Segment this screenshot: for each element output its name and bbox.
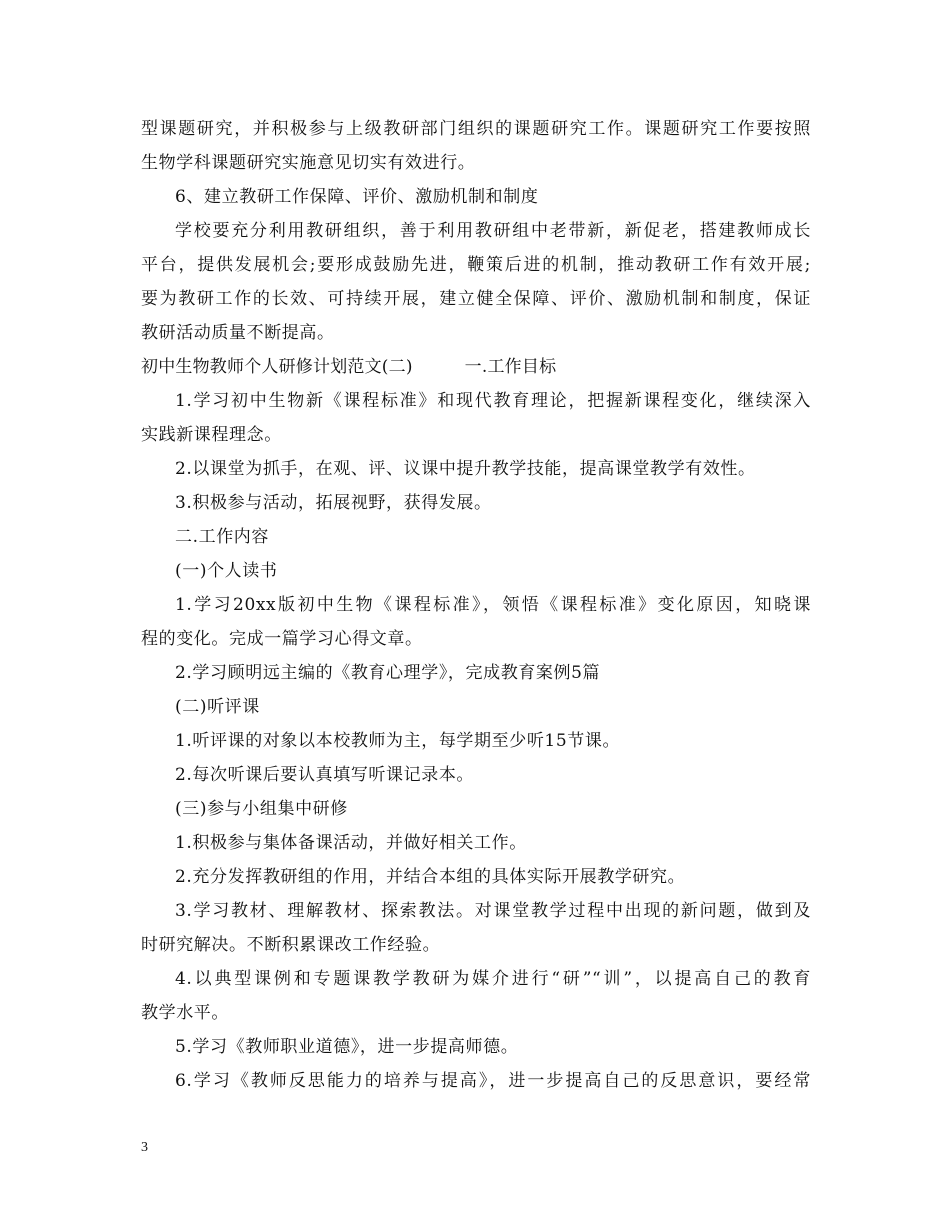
paragraph-line: 1.积极参与集体备课活动，并做好相关工作。 xyxy=(175,833,527,853)
paragraph-line: 要为教研工作的长效、可持续开展，建立健全保障、评价、激励机制和制度，保证 xyxy=(141,289,811,309)
paragraph-line: 生物学科课题研究实施意见切实有效进行。 xyxy=(141,153,476,173)
paragraph-line: 2.以课堂为抓手，在观、评、议课中提升教学技能，提高课堂教学有效性。 xyxy=(175,459,756,479)
paragraph-line: 5.学习《教师职业道德》，进一步提高师德。 xyxy=(175,1037,519,1057)
paragraph-line: 1.学习初中生物新《课程标准》和现代教育理论，把握新课程变化，继续深入 xyxy=(175,391,811,411)
paragraph-line: 2.充分发挥教研组的作用，并结合本组的具体实际开展教学研究。 xyxy=(175,867,686,887)
paragraph-line: 实践新课程理念。 xyxy=(141,425,282,445)
paragraph-line: 时研究解决。不断积累课改工作经验。 xyxy=(141,935,441,955)
paragraph-line: 2.每次听课后要认真填写听课记录本。 xyxy=(175,765,475,785)
subsection-heading: (三)参与小组集中研修 xyxy=(175,799,348,819)
paragraph-line: 3.积极参与活动，拓展视野，获得发展。 xyxy=(175,493,492,513)
document-title: 初中生物教师个人研修计划范文(二) xyxy=(141,357,413,377)
section-heading: 一.工作目标 xyxy=(464,357,557,377)
paragraph-line: 1.学习20xx版初中生物《课程标准》，领悟《课程标准》变化原因，知晓课 xyxy=(175,595,811,615)
paragraph-line: 程的变化。完成一篇学习心得文章。 xyxy=(141,629,423,649)
paragraph-line: 学校要充分利用教研组织，善于利用教研组中老带新，新促老，搭建教师成长 xyxy=(175,221,811,241)
section-heading: 6、建立教研工作保障、评价、激励机制和制度 xyxy=(175,187,539,207)
document-body xyxy=(141,112,811,1098)
document-title-line xyxy=(141,350,811,384)
subsection-heading: (二)听评课 xyxy=(175,697,260,717)
page-number: 3 xyxy=(141,1140,148,1155)
paragraph-line: 6.学习《教师反思能力的培养与提高》，进一步提高自己的反思意识，要经常 xyxy=(175,1071,811,1091)
subsection-heading: (一)个人读书 xyxy=(175,561,278,581)
section-heading: 二.工作内容 xyxy=(175,527,270,547)
paragraph-line: 2.学习顾明远主编的《教育心理学》，完成教育案例5篇 xyxy=(175,663,601,683)
paragraph-line: 4.以典型课例和专题课教学教研为媒介进行“研”“训”，以提高自己的教育 xyxy=(175,969,811,989)
paragraph-line: 3.学习教材、理解教材、探索教法。对课堂教学过程中出现的新问题，做到及 xyxy=(175,901,811,921)
paragraph-line: 教研活动质量不断提高。 xyxy=(141,323,335,343)
paragraph-line: 1.听评课的对象以本校教师为主，每学期至少听15节课。 xyxy=(175,731,621,751)
paragraph-line: 教学水平。 xyxy=(141,1003,229,1023)
paragraph-line: 平台，提供发展机会;要形成鼓励先进，鞭策后进的机制，推动教研工作有效开展; xyxy=(141,255,811,275)
paragraph-line: 型课题研究，并积极参与上级教研部门组织的课题研究工作。课题研究工作要按照 xyxy=(141,119,811,139)
